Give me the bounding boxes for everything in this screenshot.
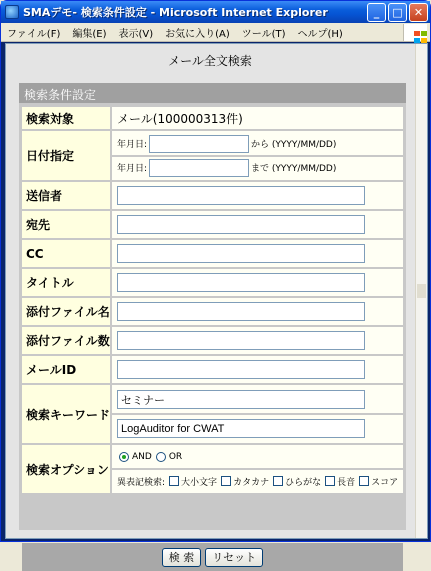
date-to-suffix: まで (YYYY/MM/DD) xyxy=(251,164,337,174)
menu-tools[interactable]: ツール(T) xyxy=(241,28,286,40)
long-vowel-label: 長音 xyxy=(337,477,356,488)
sender-label: 送信者 xyxy=(22,182,112,209)
attachment-name-input[interactable] xyxy=(117,302,365,321)
menu-view[interactable]: 表示(V) xyxy=(118,28,154,40)
hiragana-label: ひらがな xyxy=(285,477,322,488)
cc-label: CC xyxy=(22,240,112,267)
minimize-button[interactable]: _ xyxy=(367,3,386,22)
page-content xyxy=(5,43,428,564)
menu-favorites[interactable]: お気に入り(A) xyxy=(165,28,230,40)
mail-id-input[interactable] xyxy=(117,360,365,379)
case-checkbox[interactable] xyxy=(169,476,179,486)
menu-edit[interactable]: 編集(E) xyxy=(72,28,107,40)
button-bar xyxy=(22,543,403,571)
menu-file[interactable]: ファイル(F) xyxy=(7,28,61,40)
and-radio[interactable] xyxy=(119,452,129,462)
target-value: メール(100000313件) xyxy=(112,107,403,129)
reset-button[interactable]: リセット xyxy=(205,548,263,567)
katakana-label: カタカナ xyxy=(233,477,270,488)
target-label: 検索対象 xyxy=(22,107,112,129)
hiragana-checkbox[interactable] xyxy=(273,476,283,486)
date-from-prefix: 年月日: xyxy=(117,140,148,150)
date-to-prefix: 年月日: xyxy=(117,164,148,174)
score-checkbox[interactable] xyxy=(359,476,369,486)
or-radio[interactable] xyxy=(156,452,166,462)
attachment-count-input[interactable] xyxy=(117,331,365,350)
cc-input[interactable] xyxy=(117,244,365,263)
keyword-input-1[interactable] xyxy=(117,390,365,409)
date-from-input[interactable] xyxy=(149,135,249,153)
menu-help[interactable]: ヘルプ(H) xyxy=(297,28,343,40)
window-title: SMAデモ- 検索条件設定 - Microsoft Internet Explorer xyxy=(23,6,328,19)
close-button[interactable]: ✕ xyxy=(409,3,428,22)
keyword-label: 検索キーワード xyxy=(22,385,112,443)
attachment-count-label: 添付ファイル数 xyxy=(22,327,112,354)
recipient-input[interactable] xyxy=(117,215,365,234)
keyword-input-2[interactable] xyxy=(117,419,365,438)
date-from-suffix: から (YYYY/MM/DD) xyxy=(251,140,337,150)
and-label: AND xyxy=(132,452,152,462)
search-button[interactable]: 検 索 xyxy=(162,548,202,567)
ie-icon xyxy=(5,5,19,19)
recipient-label: 宛先 xyxy=(22,211,112,238)
or-label: OR xyxy=(168,452,183,462)
attachment-name-label: 添付ファイル名 xyxy=(22,298,112,325)
variant-search-label: 異表記検索: xyxy=(117,477,166,488)
windows-logo-icon xyxy=(403,24,427,41)
subject-label: タイトル xyxy=(22,269,112,296)
maximize-button[interactable]: □ xyxy=(388,3,407,22)
date-from-row xyxy=(117,133,403,155)
date-to-row xyxy=(117,157,403,179)
mail-id-label: メールID xyxy=(22,356,112,383)
date-to-input[interactable] xyxy=(149,159,249,177)
options-label: 検索オプション xyxy=(22,445,112,493)
long-vowel-checkbox[interactable] xyxy=(325,476,335,486)
subject-input[interactable] xyxy=(117,273,365,292)
sender-input[interactable] xyxy=(117,186,365,205)
case-label: 大小文字 xyxy=(181,477,218,488)
page-title: メール全文検索 xyxy=(168,54,252,68)
score-label: スコア xyxy=(371,477,399,488)
section-header: 検索条件設定 xyxy=(19,83,406,103)
scrollbar-thumb[interactable] xyxy=(417,284,426,298)
search-form xyxy=(22,105,403,495)
search-panel xyxy=(19,83,406,564)
katakana-checkbox[interactable] xyxy=(221,476,231,486)
date-label: 日付指定 xyxy=(22,131,112,180)
vertical-scrollbar[interactable] xyxy=(415,44,427,538)
menu-bar xyxy=(1,23,430,42)
title-bar xyxy=(1,1,430,23)
